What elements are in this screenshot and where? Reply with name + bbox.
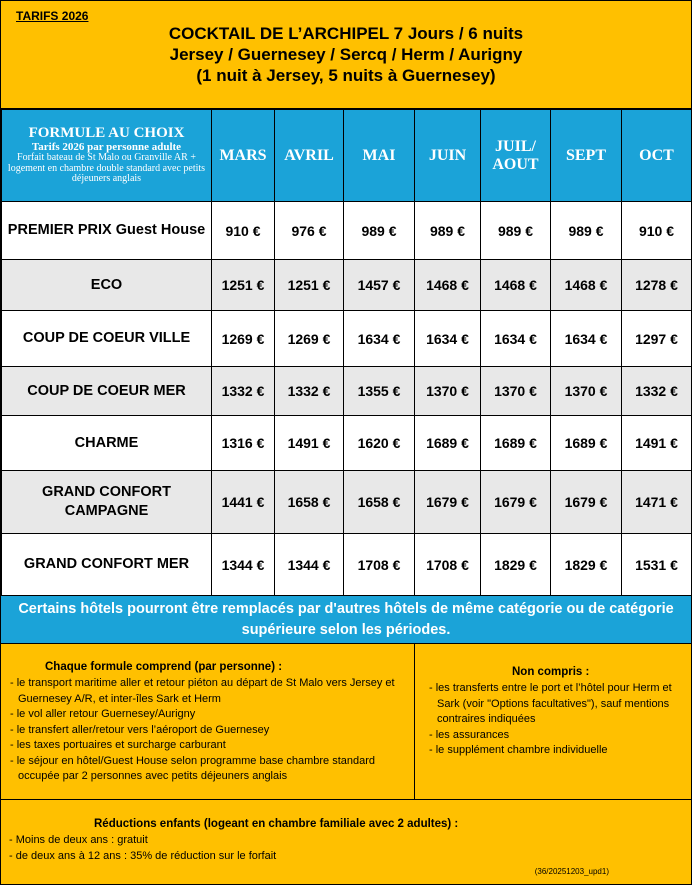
price-cell: 1468 € (481, 260, 551, 311)
month-header: AVRIL (275, 110, 344, 202)
price-cell: 1251 € (212, 260, 275, 311)
price-cell: 1332 € (622, 367, 692, 416)
price-cell: 1829 € (551, 534, 622, 596)
price-cell: 1634 € (551, 311, 622, 367)
price-cell: 1634 € (415, 311, 481, 367)
page-title (71, 23, 621, 86)
month-header: MARS (212, 110, 275, 202)
price-cell: 1344 € (212, 534, 275, 596)
price-cell: 1278 € (622, 260, 692, 311)
price-cell: 1468 € (551, 260, 622, 311)
table-row (2, 416, 692, 471)
price-cell: 1269 € (275, 311, 344, 367)
reductions-box (1, 800, 691, 884)
price-cell: 1370 € (551, 367, 622, 416)
formule-header (2, 110, 212, 202)
price-cell: 1689 € (415, 416, 481, 471)
list-item: - le séjour en hôtel/Guest House selon programme base chambre standard occupée par 2 personnes avec petits déjeuners anglais (10, 754, 376, 782)
included-box (1, 644, 415, 800)
price-cell: 1708 € (344, 534, 415, 596)
price-cell: 1468 € (415, 260, 481, 311)
table-row (2, 260, 692, 311)
list-item: - le transfert aller/retour vers l’aéroport de Guernesey (10, 723, 270, 736)
price-cell: 1658 € (344, 471, 415, 534)
price-cell: 989 € (481, 202, 551, 260)
formule-subtitle: Tarifs 2026 par personne adulte (31, 140, 182, 153)
price-cell: 1457 € (344, 260, 415, 311)
price-cell: 1471 € (622, 471, 692, 534)
price-cell: 1344 € (275, 534, 344, 596)
price-cell: 989 € (551, 202, 622, 260)
list-item: - les assurances (429, 728, 510, 741)
price-table (1, 109, 692, 596)
formule-name: COUP DE COEUR VILLE (2, 311, 212, 367)
price-cell: 1620 € (344, 416, 415, 471)
price-cell: 1370 € (415, 367, 481, 416)
formule-title: FORMULE AU CHOIX (28, 125, 185, 142)
hotel-notice (1, 596, 691, 644)
price-cell: 1370 € (481, 367, 551, 416)
list-item: - les transferts entre le port et l’hôtel pour Herm et Sark (voir "Options facultatives"), sauf mentions contraires indiquées (429, 682, 672, 725)
month-header: OCT (622, 110, 692, 202)
title-line-2: Jersey / Guernesey / Sercq / Herm / Aurigny (169, 45, 523, 64)
price-cell: 1316 € (212, 416, 275, 471)
list-item: - de deux ans à 12 ans : 35% de réduction sur le forfait (9, 849, 277, 862)
header (1, 1, 691, 109)
price-cell: 1332 € (212, 367, 275, 416)
month-header: SEPT (551, 110, 622, 202)
title-line-3: (1 nuit à Jersey, 5 nuits à Guernesey) (196, 66, 496, 85)
price-cell: 1332 € (275, 367, 344, 416)
table-row (2, 534, 692, 596)
table-row (2, 311, 692, 367)
tariff-tag: TARIFS 2026 (16, 9, 89, 23)
title-line-1: COCKTAIL DE L’ARCHIPEL 7 Jours / 6 nuits (168, 24, 524, 43)
formule-name: GRAND CONFORT MER (2, 534, 212, 596)
price-cell: 1658 € (275, 471, 344, 534)
price-cell: 976 € (275, 202, 344, 260)
formule-name: GRAND CONFORT CAMPAGNE (2, 471, 212, 534)
price-cell: 1679 € (551, 471, 622, 534)
month-header: MAI (344, 110, 415, 202)
table-row (2, 202, 692, 260)
hotel-notice-text: Certains hôtels pourront être remplacés par d'autres hôtels de même catégorie ou de catégorie supérieure selon les périodes. (18, 600, 674, 638)
price-cell: 1689 € (481, 416, 551, 471)
formule-name: PREMIER PRIX Guest House (2, 202, 212, 260)
list-item: - Moins de deux ans : gratuit (9, 834, 148, 846)
price-cell: 1829 € (481, 534, 551, 596)
included-title: Chaque formule comprend (par personne) : (45, 661, 283, 673)
document-reference: (36/20251203_upd1) (534, 867, 609, 876)
price-cell: 1634 € (481, 311, 551, 367)
price-cell: 1689 € (551, 416, 622, 471)
formule-name: CHARME (2, 416, 212, 471)
price-cell: 989 € (344, 202, 415, 260)
list-item: - le vol aller retour Guernesey/Aurigny (10, 708, 196, 720)
formule-description: Forfait bateau de St Malo ou Granville AR + logement en chambre double standard avec petits déjeuners anglais (7, 152, 206, 185)
price-cell: 1708 € (415, 534, 481, 596)
price-cell: 910 € (622, 202, 692, 260)
price-cell: 1491 € (622, 416, 692, 471)
list-item: - le transport maritime aller et retour piéton au départ de St Malo vers Jersey et Guernesey A/R, et inter-îles Sark et Herm (10, 677, 395, 705)
price-cell: 1269 € (212, 311, 275, 367)
price-cell: 1679 € (415, 471, 481, 534)
price-cell: 1679 € (481, 471, 551, 534)
price-cell: 989 € (415, 202, 481, 260)
price-cell: 1355 € (344, 367, 415, 416)
excluded-box (415, 644, 691, 800)
table-row (2, 367, 692, 416)
month-header: JUIN (415, 110, 481, 202)
price-cell: 1531 € (622, 534, 692, 596)
price-cell: 1297 € (622, 311, 692, 367)
price-cell: 1634 € (344, 311, 415, 367)
price-cell: 910 € (212, 202, 275, 260)
price-cell: 1491 € (275, 416, 344, 471)
reductions-title: Réductions enfants (logeant en chambre familiale avec 2 adultes) : (94, 818, 459, 830)
price-cell: 1441 € (212, 471, 275, 534)
excluded-title: Non compris : (512, 666, 590, 678)
formule-name: ECO (2, 260, 212, 311)
month-header: JUIL/ AOUT (481, 110, 551, 202)
price-cell: 1251 € (275, 260, 344, 311)
formule-name: COUP DE COEUR MER (2, 367, 212, 416)
table-row (2, 471, 692, 534)
list-item: - le supplément chambre individuelle (429, 744, 608, 756)
list-item: - les taxes portuaires et surcharge carburant (10, 739, 226, 751)
